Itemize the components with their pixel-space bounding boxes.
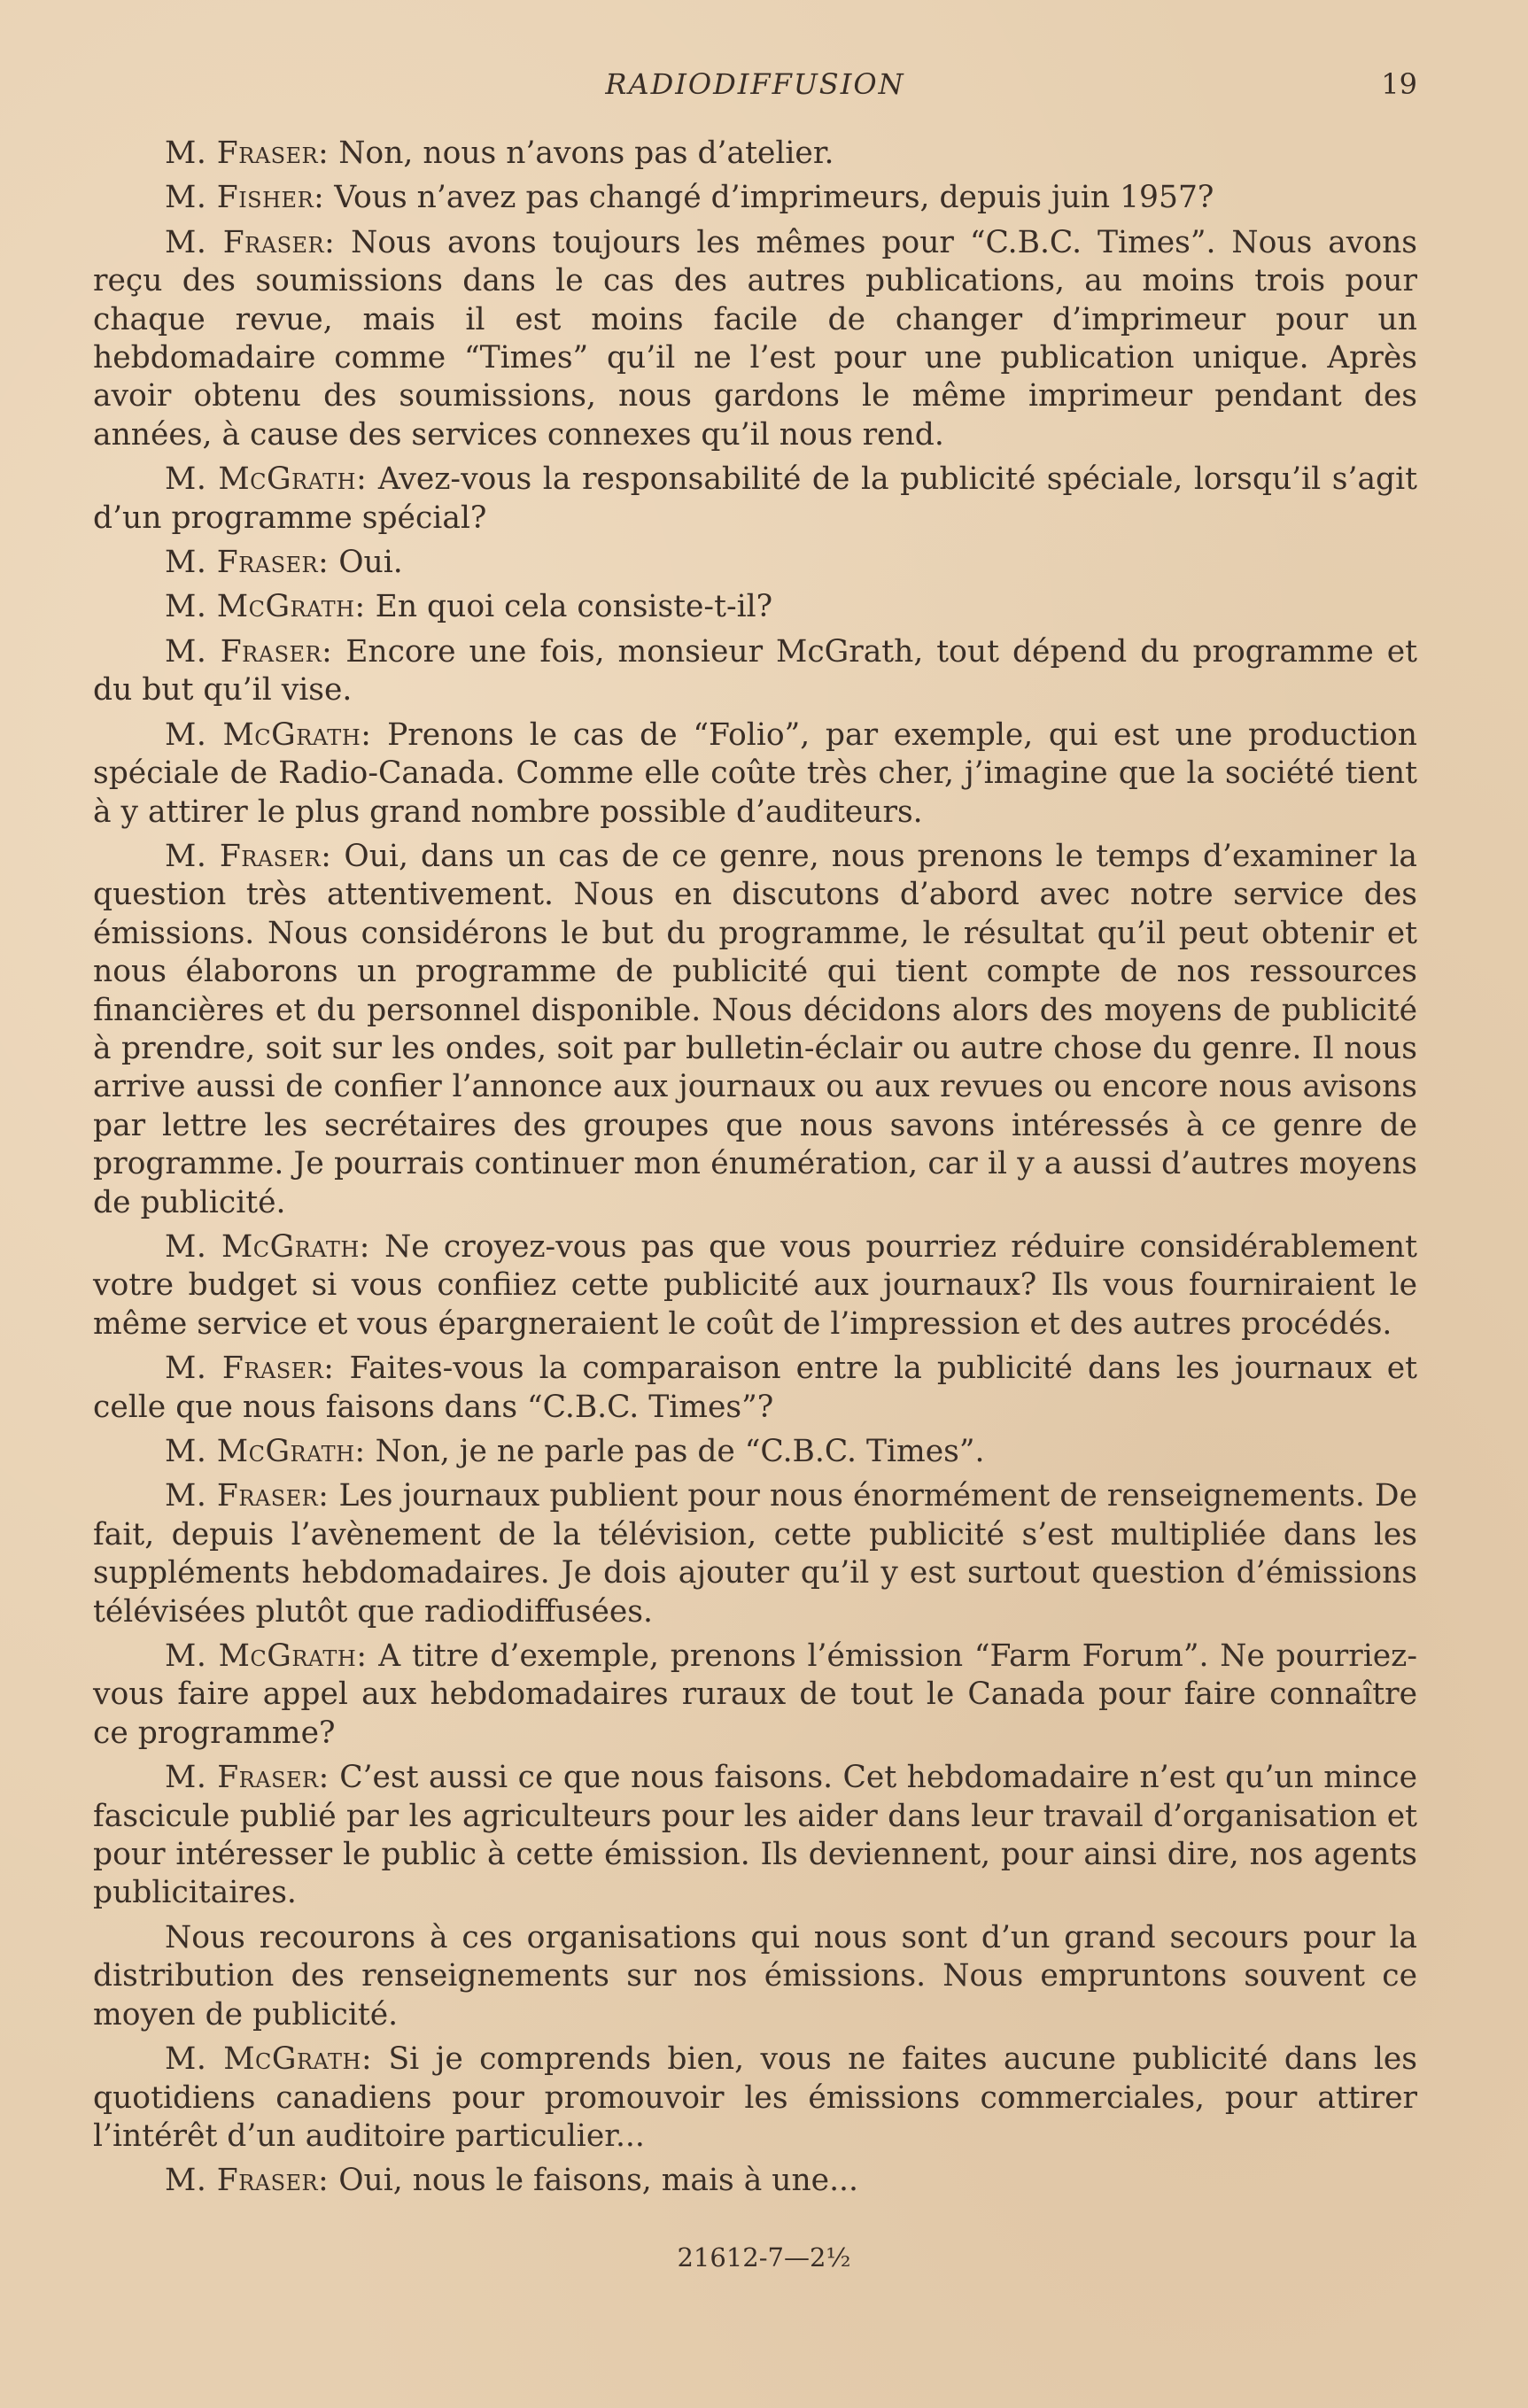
paragraph-text: A titre d’exemple, prenons l’émission “Farm Forum”. Ne pourriez-vous faire appel aux hebdomadaires ruraux de tout le Canada pour faire connaître ce programme? (93, 1638, 1417, 1751)
running-header (93, 64, 1417, 108)
paragraph (93, 1919, 1417, 2034)
page-number: 19 (1381, 67, 1417, 101)
paragraph (93, 1433, 1417, 1471)
speaker-name: M. Fraser: (165, 1478, 330, 1514)
paragraph-text: Avez-vous la responsabilité de la publicité spéciale, lorsqu’il s’agit d’un programme spécial? (93, 461, 1417, 536)
speaker-name: M. McGrath: (165, 461, 368, 498)
paragraph-text: Nous recourons à ces organisations qui nous sont d’un grand secours pour la distribution des renseignements sur nos émissions. Nous empruntons souvent ce moyen de publicité. (93, 1919, 1417, 2032)
paragraph (93, 1350, 1417, 1427)
paragraph-text: Les journaux publient pour nous énormément de renseignements. De fait, depuis l’avènement de la télévision, cette publicité s’est multipliée dans les suppléments hebdomadaires. Je dois ajouter qu’il y est surtout question d’émissions télévisées plutôt que radiodiffusées. (93, 1478, 1417, 1630)
paragraph (93, 1638, 1417, 1753)
paragraph-text: Ne croyez-vous pas que vous pourriez réduire considérablement votre budget si vous confiiez cette publicité aux journaux? Ils vous fourniraient le même service et vous épargneraient le coût de l’impression et des autres procédés. (93, 1228, 1418, 1342)
paragraph-text: Oui. (338, 545, 403, 581)
paragraph (93, 544, 1417, 582)
paragraph (93, 461, 1417, 538)
paragraph (93, 633, 1417, 710)
paragraph (93, 224, 1417, 454)
speaker-name: M. McGrath: (165, 1434, 366, 1469)
body-text (93, 135, 1417, 2207)
paragraph-text: Nous avons toujours les mêmes pour “C.B.C. Times”. Nous avons reçu des soumissions dans le cas des autres publications, au moins trois pour chaque revue, mais il est moins facile de changer d’imprimeur pour un hebdomadaire comme “Times” qu’il ne l’est pour une publication unique. Après avoir obtenu des soumissions, nous gardons le même imprimeur pendant des années, à cause des services connexes qu’il nous rend. (93, 224, 1417, 453)
speaker-name: M. McGrath: (165, 1228, 370, 1265)
paragraph-text: Non, je ne parle pas de “C.B.C. Times”. (375, 1434, 985, 1469)
speaker-name: M. Fraser: (165, 2163, 330, 2199)
paragraph (93, 135, 1417, 173)
speaker-name: M. Fraser: (165, 838, 332, 874)
paragraph-text: Encore une fois, monsieur McGrath, tout dépend du programme et du but qu’il vise. (93, 633, 1418, 708)
paragraph-text: En quoi cela consiste-t-il? (375, 589, 773, 625)
paragraph (93, 588, 1417, 626)
paragraph-text: Oui, nous le faisons, mais à une... (338, 2163, 858, 2199)
speaker-name: M. McGrath: (165, 589, 366, 625)
speaker-name: M. Fraser: (165, 135, 330, 171)
speaker-name: M. Fraser: (165, 1351, 335, 1387)
paragraph (93, 1228, 1417, 1343)
paragraph (93, 1759, 1417, 1913)
speaker-name: M. Fisher: (165, 180, 325, 216)
paragraph-text: C’est aussi ce que nous faisons. Cet hebdomadaire n’est qu’un mince fascicule publié par les agriculteurs pour les aider dans leur travail d’organisation et pour intéresser le public à cette émission. Ils deviennent, pour ainsi dire, nos agents publicitaires. (93, 1760, 1417, 1911)
paragraph-text: Faites-vous la comparaison entre la publicité dans les journaux et celle que nous faisons dans “C.B.C. Times”? (93, 1351, 1418, 1425)
speaker-name: M. McGrath: (165, 716, 372, 753)
speaker-name: M. Fraser: (165, 224, 336, 260)
paragraph-text: Vous n’avez pas changé d’imprimeurs, depuis juin 1957? (334, 180, 1214, 216)
speaker-name: M. McGrath: (165, 1638, 368, 1675)
speaker-name: M. Fraser: (165, 1760, 330, 1796)
paragraph (93, 2162, 1417, 2200)
paragraph (93, 1477, 1417, 1631)
paragraph (93, 179, 1417, 217)
speaker-name: M. Fraser: (165, 545, 330, 581)
paragraph-text: Prenons le cas de “Folio”, par exemple, qui est une production spéciale de Radio-Canada. Comme elle coûte très cher, j’imagine que la société tient à y attirer le plus grand nombre possible d’auditeurs. (93, 716, 1417, 830)
paragraph (93, 838, 1417, 1222)
paragraph (93, 2040, 1417, 2156)
paragraph-text: Si je comprends bien, vous ne faites aucune publicité dans les quotidiens canadiens pour promouvoir les émissions commerciales, pour attirer l’intérêt d’un auditoire particulier... (93, 2041, 1417, 2154)
speaker-name: M. Fraser: (165, 633, 333, 670)
printer-signature-mark: 21612-7—2½ (677, 2242, 851, 2273)
running-title: RADIODIFFUSION (605, 67, 905, 101)
speaker-name: M. McGrath: (165, 2041, 373, 2078)
paragraph (93, 716, 1417, 832)
paragraph-text: Non, nous n’avons pas d’atelier. (338, 135, 834, 171)
paragraph-text: Oui, dans un cas de ce genre, nous prenons le temps d’examiner la question très attentivement. Nous en discutons d’abord avec notre service des émissions. Nous considérons le but du programme, le résultat qu’il peut obtenir et nous élaborons un programme de publicité qui tient compte de nos ressources financières et du personnel disponible. Nous décidons alors des moyens de publicité à prendre, soit sur les ondes, soit par bulletin-éclair ou autre chose du genre. Il nous arrive aussi de confier l’annonce aux journaux ou aux revues ou encore nous avisons par lettre les secrétaires des groupes que nous savons intéressés à ce genre de programme. Je pourrais continuer mon énumération, car il y a aussi d’autres moyens de publicité. (93, 838, 1417, 1220)
